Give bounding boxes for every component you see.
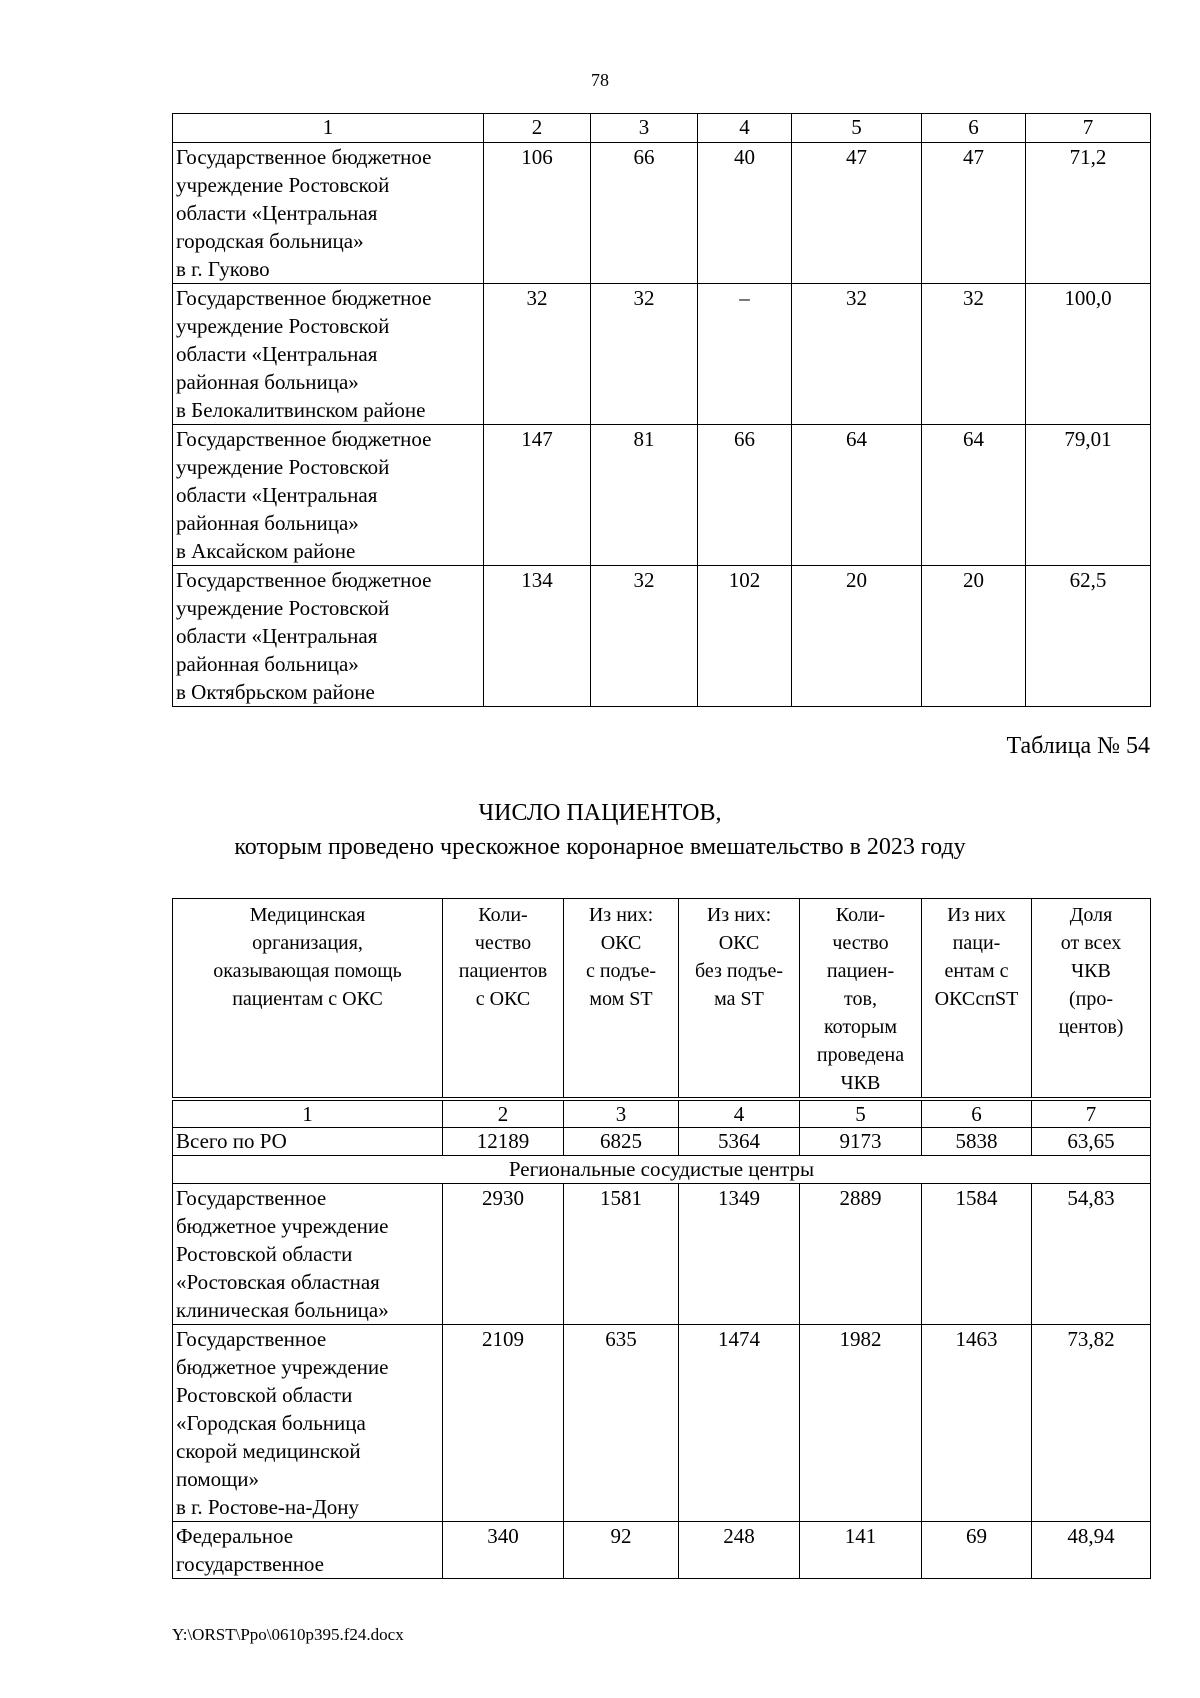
header-cell: Доля от всех ЧКВ (про- центов) [1032,899,1151,1100]
pci-patients-table [172,898,1151,1579]
value-cell: 5838 [922,1128,1032,1156]
value-cell: 147 [484,425,591,566]
table-label: Таблица № 54 [1006,733,1150,759]
value-cell: 134 [484,566,591,707]
value-cell: 69 [922,1522,1032,1579]
value-cell: 1463 [922,1325,1032,1522]
value-cell: 6825 [564,1128,679,1156]
value-cell: 66 [698,425,792,566]
value-cell: 141 [800,1522,922,1579]
table-row [173,1184,1151,1325]
value-cell: 32 [922,284,1026,425]
value-cell: 81 [591,425,698,566]
table-row [173,1522,1151,1579]
table-title: ЧИСЛО ПАЦИЕНТОВ, [478,800,722,826]
value-cell: 32 [591,284,698,425]
value-cell: 1474 [679,1325,800,1522]
value-cell: 32 [591,566,698,707]
page-number: 78 [591,70,609,90]
footer-file-path: Y:\ORST\Ppo\0610p395.f24.docx [172,1625,404,1644]
value-cell: 32 [484,284,591,425]
value-cell: 79,01 [1026,425,1151,566]
value-cell: 63,65 [1032,1128,1151,1156]
value-cell: 106 [484,143,591,284]
table-subtitle: которым проведено чрескожное коронарное вмешательство в 2023 году [234,834,966,860]
col-number-cell: 1 [173,1099,443,1128]
col-number-cell: 6 [922,114,1026,143]
organization-name-cell: Государственное бюджетное учреждение Ростовской области «Центральная районная больница» в Аксайском районе [173,425,484,566]
value-cell: 71,2 [1026,143,1151,284]
column-number-row [173,114,1151,143]
col-number-cell: 1 [173,114,484,143]
col-number-cell: 5 [792,114,922,143]
value-cell: – [698,284,792,425]
section-row [173,1156,1151,1184]
value-cell: 40 [698,143,792,284]
value-cell: 32 [792,284,922,425]
header-cell: Коли- чество пациен- тов, которым проведена ЧКВ [800,899,922,1100]
continuation-table [172,113,1151,707]
value-cell: 248 [679,1522,800,1579]
organization-name-cell: Государственное бюджетное учреждение Ростовской области «Центральная районная больница» в Октябрьском районе [173,566,484,707]
value-cell: 1349 [679,1184,800,1325]
value-cell: 12189 [443,1128,564,1156]
value-cell: 62,5 [1026,566,1151,707]
col-number-cell: 4 [698,114,792,143]
value-cell: 100,0 [1026,284,1151,425]
value-cell: 2889 [800,1184,922,1325]
value-cell: 1581 [564,1184,679,1325]
organization-name-cell: Государственное бюджетное учреждение Ростовской области «Городская больница скорой медицинской помощи» в г. Ростове-на-Дону [173,1325,443,1522]
value-cell: 92 [564,1522,679,1579]
header-cell: Медицинская организация, оказывающая помощь пациентам с ОКС [173,899,443,1100]
col-number-cell: 2 [484,114,591,143]
header-cell: Из них паци- ентам с ОКСспST [922,899,1032,1100]
value-cell: 9173 [800,1128,922,1156]
col-number-cell: 3 [591,114,698,143]
col-number-cell: 2 [443,1099,564,1128]
organization-name-cell: Федеральное государственное [173,1522,443,1579]
value-cell: 64 [922,425,1026,566]
col-number-cell: 5 [800,1099,922,1128]
value-cell: 1584 [922,1184,1032,1325]
header-cell: Коли- чество пациентов с ОКС [443,899,564,1100]
table-row [173,425,1151,566]
value-cell: 47 [922,143,1026,284]
value-cell: 66 [591,143,698,284]
value-cell: 73,82 [1032,1325,1151,1522]
value-cell: 340 [443,1522,564,1579]
value-cell: 1982 [800,1325,922,1522]
col-number-cell: 6 [922,1099,1032,1128]
total-label-cell: Всего по РО [173,1128,443,1156]
value-cell: 102 [698,566,792,707]
organization-name-cell: Государственное бюджетное учреждение Ростовской области «Ростовская областная клиническая больница» [173,1184,443,1325]
header-cell: Из них: ОКС без подъе- ма ST [679,899,800,1100]
total-row [173,1128,1151,1156]
value-cell: 2930 [443,1184,564,1325]
table-row [173,143,1151,284]
section-title-cell: Региональные сосудистые центры [173,1156,1151,1184]
value-cell: 48,94 [1032,1522,1151,1579]
value-cell: 47 [792,143,922,284]
value-cell: 635 [564,1325,679,1522]
header-row [173,899,1151,1100]
header-cell: Из них: ОКС с подъе- мом ST [564,899,679,1100]
col-number-cell: 3 [564,1099,679,1128]
value-cell: 54,83 [1032,1184,1151,1325]
value-cell: 20 [922,566,1026,707]
col-number-cell: 4 [679,1099,800,1128]
table-row [173,284,1151,425]
value-cell: 64 [792,425,922,566]
value-cell: 5364 [679,1128,800,1156]
col-number-cell: 7 [1032,1099,1151,1128]
value-cell: 20 [792,566,922,707]
column-number-row [173,1099,1151,1128]
organization-name-cell: Государственное бюджетное учреждение Ростовской области «Центральная районная больница» в Белокалитвинском районе [173,284,484,425]
value-cell: 2109 [443,1325,564,1522]
col-number-cell: 7 [1026,114,1151,143]
organization-name-cell: Государственное бюджетное учреждение Ростовской области «Центральная городская больница» в г. Гуково [173,143,484,284]
table-row [173,1325,1151,1522]
table-row [173,566,1151,707]
